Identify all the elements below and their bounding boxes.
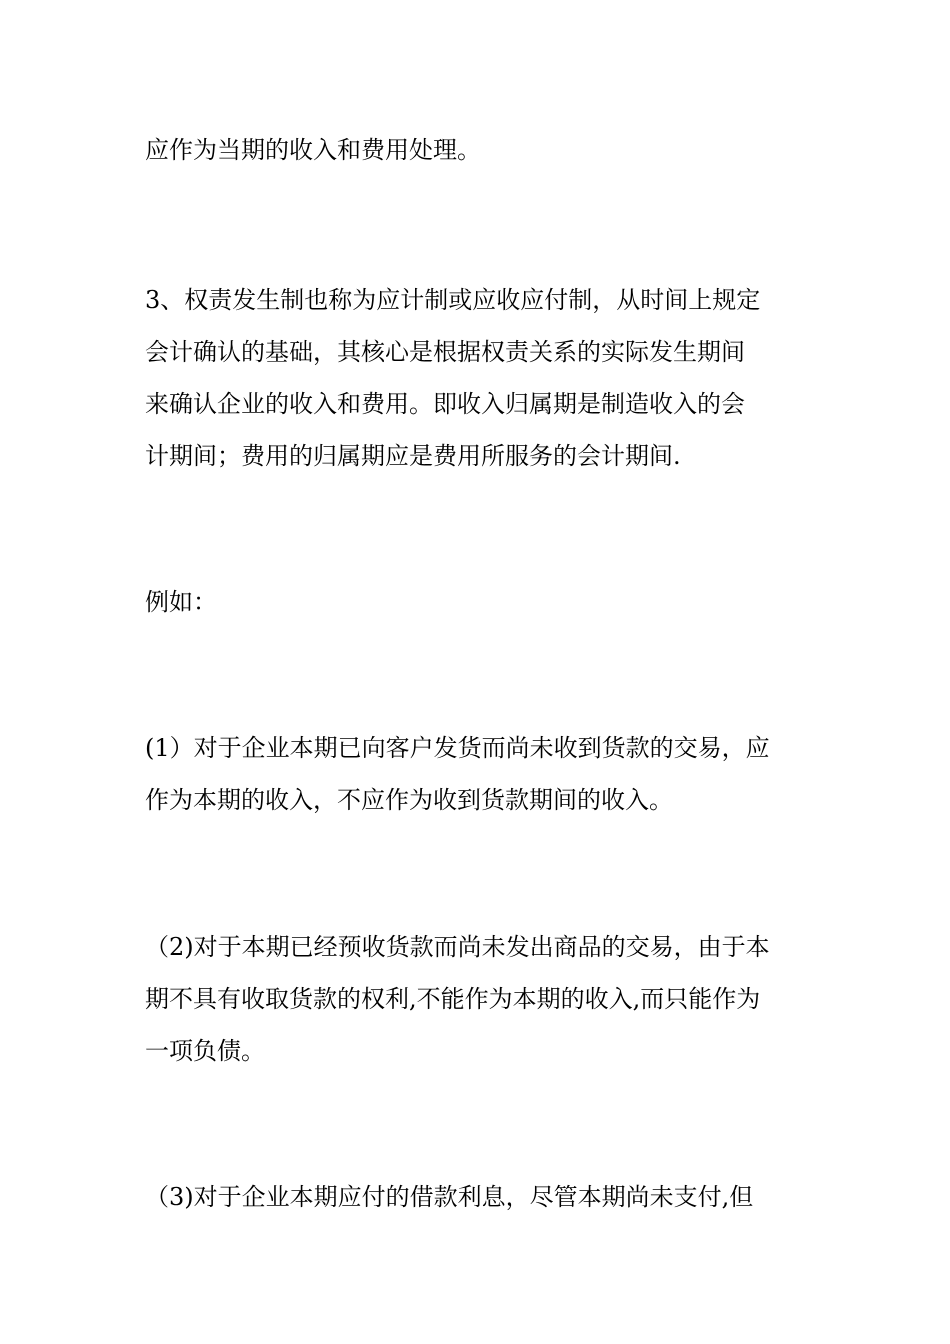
text-line: （3)对于企业本期应付的借款利息，尽管本期尚未支付,但 bbox=[145, 1183, 754, 1211]
text-line: 作为本期的收入，不应作为收到货款期间的收入。 bbox=[145, 786, 673, 814]
text-line: 会计确认的基础，其核心是根据权责关系的实际发生期间 bbox=[145, 338, 745, 366]
paragraph-example-2 bbox=[145, 921, 810, 1077]
text-line: 例如： bbox=[145, 588, 217, 616]
text-line: 计期间；费用的归属期应是费用所服务的会计期间. bbox=[145, 442, 681, 470]
text-line: 期不具有收取货款的权利,不能作为本期的收入,而只能作为 bbox=[145, 985, 761, 1013]
paragraph-example-3 bbox=[145, 1171, 810, 1223]
paragraph-example-1 bbox=[145, 722, 810, 826]
paragraph-continuation bbox=[145, 124, 810, 176]
text-line: （2)对于本期已经预收货款而尚未发出商品的交易，由于本 bbox=[145, 933, 770, 961]
text-line: 一项负债。 bbox=[145, 1037, 265, 1065]
paragraph-example-heading bbox=[145, 576, 810, 628]
text-line: 应作为当期的收入和费用处理。 bbox=[145, 136, 481, 164]
text-line: 3、权责发生制也称为应计制或应收应付制，从时间上规定 bbox=[145, 286, 761, 314]
paragraph-accrual-basis bbox=[145, 274, 810, 482]
text-line: 来确认企业的收入和费用。即收入归属期是制造收入的会 bbox=[145, 390, 745, 418]
text-line: (1）对于企业本期已向客户发货而尚未收到货款的交易，应 bbox=[145, 734, 770, 762]
